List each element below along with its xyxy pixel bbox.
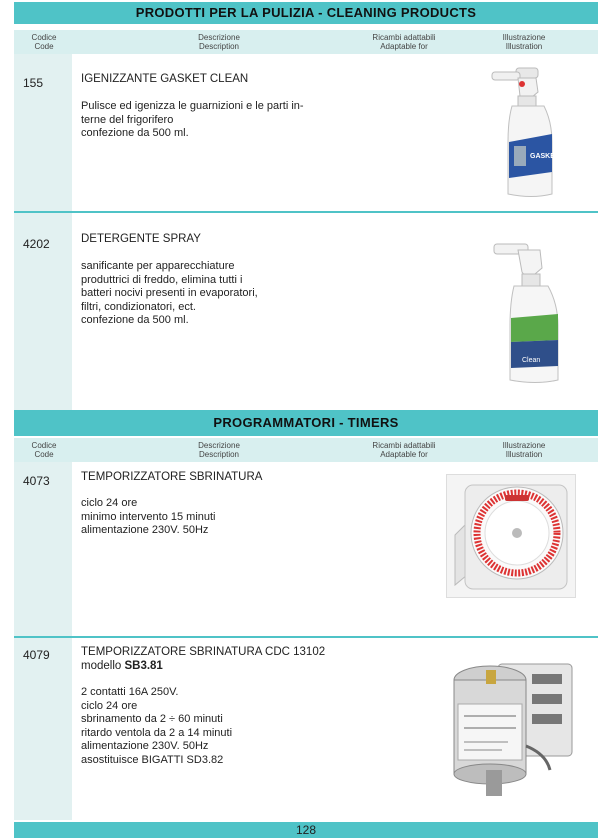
spray-bottle-detergent-image bbox=[482, 240, 564, 386]
svg-text:Clean: Clean bbox=[522, 357, 541, 364]
item-code: 4073 bbox=[23, 474, 50, 488]
svg-text:GASKET: GASKET bbox=[530, 153, 560, 160]
item-title: TEMPORIZZATORE SBRINATURA CDC 13102 bbox=[81, 646, 326, 658]
item-description: 2 contatti 16A 250V. ciclo 24 ore sbrinamento da 2 ÷ 60 minuti ritardo ventola da 2 a 14 minuti alimentazione 230V. 50Hz asostituisce BIGATTI SD3.82 bbox=[81, 686, 233, 766]
item-title: TEMPORIZZATORE SBRINATURA bbox=[81, 471, 263, 483]
column-header-row bbox=[14, 30, 598, 54]
item-code: 4079 bbox=[23, 648, 50, 662]
spray-bottle-gasket-image bbox=[478, 62, 560, 200]
page-number: 128 bbox=[14, 822, 598, 838]
col-illustration-header: Illustrazione Illustration bbox=[502, 33, 546, 51]
code-column-bg bbox=[14, 54, 72, 410]
col-code-header: Codice Code bbox=[31, 33, 57, 51]
col-description-header: Descrizione Description bbox=[198, 441, 240, 459]
col-code-header: Codice Code bbox=[31, 441, 57, 459]
item-title: DETERGENTE SPRAY bbox=[81, 233, 201, 245]
item-description: Pulisce ed igenizza le guarnizioni e le parti in- terne del frigorifero confezione da 500 ml. bbox=[81, 100, 304, 139]
code-column-bg bbox=[14, 462, 72, 820]
item-code: 155 bbox=[23, 76, 44, 90]
item-title: IGENIZZANTE GASKET CLEAN bbox=[81, 73, 249, 85]
col-illustration-header: Illustrazione Illustration bbox=[502, 441, 546, 459]
item-model bbox=[81, 660, 163, 672]
item-description: ciclo 24 ore minimo intervento 15 minuti alimentazione 230V. 50Hz bbox=[81, 497, 216, 536]
row-separator bbox=[14, 211, 598, 213]
column-header-row bbox=[14, 438, 598, 462]
col-adaptable-header: Ricambi adattabili Adaptable for bbox=[372, 441, 436, 459]
dial-timer-image bbox=[446, 474, 576, 598]
item-description: sanificante per apparecchiature produttrici di freddo, elimina tutti i batteri nocivi presenti in evaporatori, filtri, condizionatori, ect. confezione da 500 ml. bbox=[81, 260, 258, 326]
item-code: 4202 bbox=[23, 237, 50, 251]
model-number: SB3.81 bbox=[124, 660, 163, 672]
col-description-header: Descrizione Description bbox=[198, 33, 240, 51]
model-prefix: modello bbox=[81, 660, 125, 672]
row-separator bbox=[14, 636, 598, 638]
defrost-timer-module-image bbox=[446, 650, 578, 800]
section-title-timers: PROGRAMMATORI - TIMERS bbox=[14, 410, 598, 436]
section-title-cleaning: PRODOTTI PER LA PULIZIA - CLEANING PRODUCTS bbox=[14, 2, 598, 24]
col-adaptable-header: Ricambi adattabili Adaptable for bbox=[372, 33, 436, 51]
